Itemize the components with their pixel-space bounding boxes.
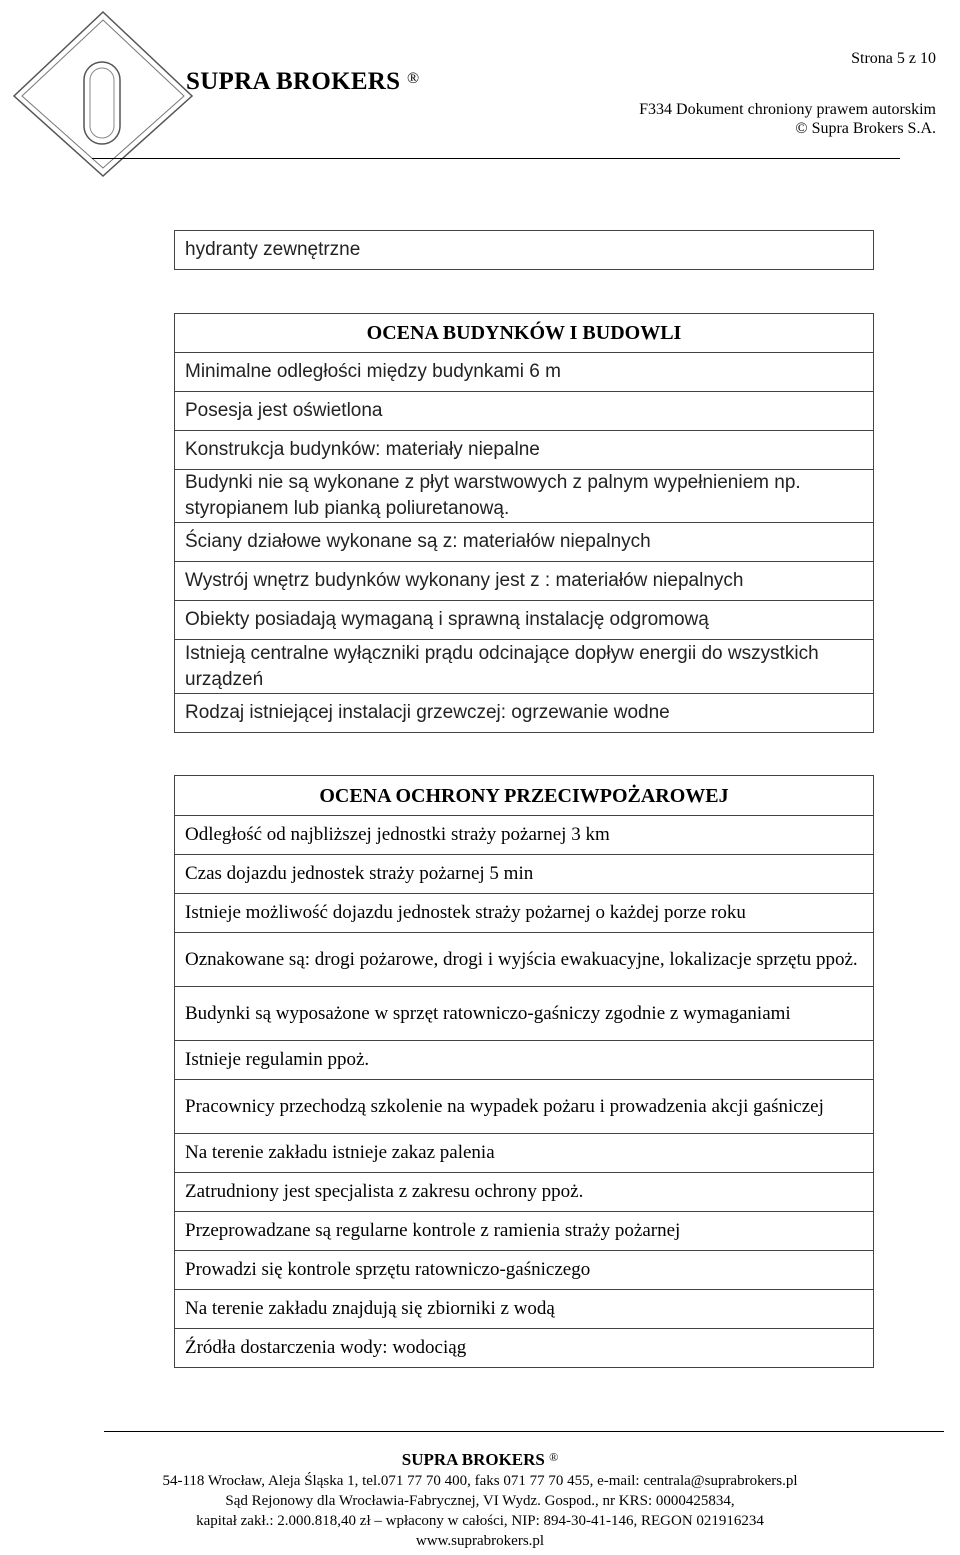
table-row: Budynki nie są wykonane z płyt warstwowych z palnym wypełnieniem np. styropianem lub pianką poliuretanową. — [175, 469, 873, 522]
table-row: Istnieją centralne wyłączniki prądu odcinające dopływ energii do wszystkich urządzeń — [175, 639, 873, 693]
hydrants-table — [174, 230, 874, 270]
table-row: Odległość od najbliższej jednostki straży pożarnej 3 km — [175, 815, 873, 854]
table-row: Posesja jest oświetlona — [175, 391, 873, 430]
table-row: Przeprowadzane są regularne kontrole z ramienia straży pożarnej — [175, 1211, 873, 1250]
copyright-owner: © Supra Brokers S.A. — [795, 120, 936, 137]
table-row: Istnieje regulamin ppoż. — [175, 1040, 873, 1079]
table-row: Na terenie zakładu istnieje zakaz palenia — [175, 1133, 873, 1172]
section-title: OCENA OCHRONY PRZECIWPOŻAROWEJ — [319, 784, 729, 807]
section-title: OCENA BUDYNKÓW I BUDOWLI — [366, 322, 682, 344]
building-assessment-table — [174, 313, 874, 733]
table-row: Minimalne odległości między budynkami 6 m — [175, 352, 873, 391]
footer-website: www.suprabrokers.pl — [415, 1533, 545, 1549]
registered-mark: ® — [406, 70, 420, 87]
table-row: Budynki są wyposażone w sprzęt ratowniczo-gaśniczy zgodnie z wymaganiami — [175, 986, 873, 1040]
copyright-notice: F334 Dokument chroniony prawem autorskim — [639, 101, 936, 118]
table-row: Na terenie zakładu znajdują się zbiorniki z wodą — [175, 1289, 873, 1328]
table-row: Konstrukcja budynków: materiały niepalne — [175, 430, 873, 469]
brand-name: SUPRA BROKERS — [186, 68, 401, 95]
header-divider — [92, 158, 900, 159]
fire-protection-table — [174, 775, 874, 1368]
footer-registered-mark: ® — [549, 1450, 559, 1464]
page-number: Strona 5 z 10 — [851, 50, 936, 67]
footer-brand-name: SUPRA BROKERS — [401, 1450, 545, 1469]
footer-capital: kapitał zakł.: 2.000.818,40 zł – wpłacony w całości, NIP: 894-30-41-146, REGON 021916234 — [196, 1513, 764, 1529]
company-logo — [8, 8, 198, 178]
table-row: Istnieje możliwość dojazdu jednostek straży pożarnej o każdej porze roku — [175, 893, 873, 932]
table-row: Źródła dostarczenia wody: wodociąg — [175, 1328, 873, 1367]
table-row: Prowadzi się kontrole sprzętu ratowniczo-gaśniczego — [175, 1250, 873, 1289]
table-row: Czas dojazdu jednostek straży pożarnej 5 min — [175, 854, 873, 893]
table-row: Zatrudniony jest specjalista z zakresu ochrony ppoż. — [175, 1172, 873, 1211]
table-row: Rodzaj istniejącej instalacji grzewczej: ogrzewanie wodne — [175, 693, 873, 732]
table-row: Ściany działowe wykonane są z: materiałów niepalnych — [175, 522, 873, 561]
table-row: Obiekty posiadają wymaganą i sprawną instalację odgromową — [175, 600, 873, 639]
footer-brand — [0, 1450, 960, 1470]
footer-address: 54-118 Wrocław, Aleja Śląska 1, tel.071 77 70 400, faks 071 77 70 455, e-mail: centrala@suprabrokers.pl — [162, 1473, 798, 1489]
table-row: Oznakowane są: drogi pożarowe, drogi i wyjścia ewakuacyjne, lokalizacje sprzętu ppoż. — [175, 932, 873, 986]
table-row: Pracownicy przechodzą szkolenie na wypadek pożaru i prowadzenia akcji gaśniczej — [175, 1079, 873, 1133]
footer-divider — [104, 1431, 944, 1432]
table-row: Wystrój wnętrz budynków wykonany jest z : materiałów niepalnych — [175, 561, 873, 600]
table-row: hydranty zewnętrzne — [185, 239, 361, 260]
header-brand — [186, 68, 419, 96]
footer-court-registration: Sąd Rejonowy dla Wrocławia-Fabrycznej, VI Wydz. Gospod., nr KRS: 0000425834, — [225, 1493, 735, 1509]
